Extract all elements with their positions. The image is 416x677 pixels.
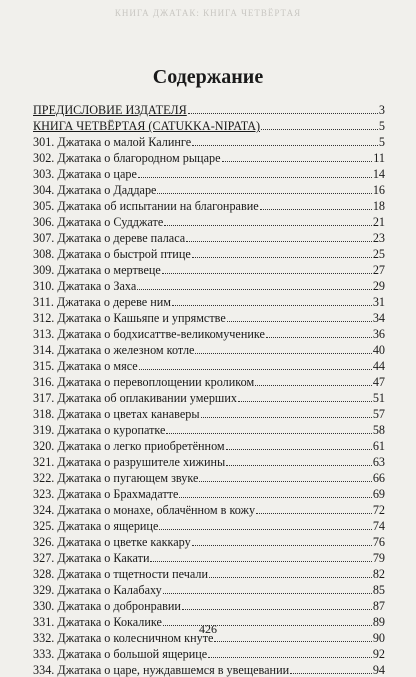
page-number: 426 [199, 622, 217, 636]
toc-leader-dots [214, 641, 371, 642]
toc-leader-dots [260, 209, 372, 210]
toc-entry-title: 324. Джатака о монахе, облачённом в кожу [33, 503, 256, 517]
toc-entry-title: 301. Джатака о малой Калинге [33, 135, 192, 149]
toc-entry-title: 323. Джатака о Брахмадатте [33, 487, 179, 501]
toc-leader-dots [192, 257, 372, 258]
toc-entry [33, 197, 385, 213]
toc-entry-page: 94 [372, 663, 385, 677]
toc-entry-title: 302. Джатака о благородном рыцаре [33, 151, 221, 165]
toc-entry [33, 133, 385, 149]
toc-entry [33, 581, 385, 597]
toc-leader-dots [195, 353, 371, 354]
toc-entry-title: 313. Джатака о бодхисаттве-великомученике [33, 327, 265, 341]
toc-entry [33, 533, 385, 549]
toc-entry-title: 310. Джатака о Заха [33, 279, 137, 293]
toc-entry-title: ПРЕДИСЛОВИЕ ИЗДАТЕЛЯ [33, 103, 187, 117]
toc-entry [33, 485, 385, 501]
table-of-contents [33, 101, 385, 677]
toc-leader-dots [290, 673, 372, 674]
toc-entry [33, 421, 385, 437]
toc-leader-dots [255, 385, 372, 386]
toc-leader-dots [192, 545, 372, 546]
toc-leader-dots [179, 497, 371, 498]
toc-leader-dots [159, 529, 371, 530]
toc-leader-dots [226, 449, 372, 450]
toc-entry-page: 44 [372, 359, 385, 373]
toc-entry-page: 3 [378, 103, 385, 117]
toc-entry [33, 277, 385, 293]
toc-entry [33, 405, 385, 421]
toc-entry [33, 213, 385, 229]
toc-entry [33, 341, 385, 357]
toc-entry [33, 229, 385, 245]
toc-leader-dots [266, 337, 372, 338]
toc-entry [33, 117, 385, 133]
toc-entry-title: 332. Джатака о колесничном кнуте [33, 631, 214, 645]
toc-entry-title: 321. Джатака о разрушителе хижины [33, 455, 226, 469]
toc-entry [33, 309, 385, 325]
toc-entry-title: 326. Джатака о цветке каккару [33, 535, 191, 549]
toc-entry-page: 27 [372, 263, 385, 277]
toc-leader-dots [137, 289, 372, 290]
toc-leader-dots [201, 417, 372, 418]
toc-entry-title: 316. Джатака о перевоплощении кроликом [33, 375, 255, 389]
toc-leader-dots [150, 561, 371, 562]
toc-entry-title: 306. Джатака о Судджате [33, 215, 164, 229]
toc-entry-page: 61 [372, 439, 385, 453]
running-head: КНИГА ДЖАТАК: КНИГА ЧЕТВЁРТАЯ [114, 8, 302, 18]
toc-entry-title: 312. Джатака о Кашьяпе и упрямстве [33, 311, 226, 325]
toc-entry-title: 327. Джатака о Какати [33, 551, 150, 565]
toc-entry-page: 63 [372, 455, 385, 469]
toc-leader-dots [157, 193, 371, 194]
toc-entry-title: 325. Джатака о ящерице [33, 519, 159, 533]
toc-entry-title: 320. Джатака о легко приобретённом [33, 439, 225, 453]
toc-leader-dots [186, 241, 372, 242]
toc-entry-title: 307. Джатака о дереве паласа [33, 231, 186, 245]
toc-leader-dots [227, 321, 372, 322]
toc-entry-page: 23 [372, 231, 385, 245]
toc-entry-title: 308. Джатака о быстрой птице [33, 247, 191, 261]
toc-leader-dots [222, 161, 373, 162]
toc-entry [33, 565, 385, 581]
toc-entry-title: 315. Джатака о мясе [33, 359, 138, 373]
toc-entry-title: 311. Джатака о дереве ним [33, 295, 171, 309]
toc-entry-page: 47 [372, 375, 385, 389]
toc-leader-dots [256, 513, 372, 514]
toc-entry-page: 29 [372, 279, 385, 293]
toc-entry-page: 5 [378, 135, 385, 149]
toc-entry-page: 90 [372, 631, 385, 645]
toc-leader-dots [138, 177, 372, 178]
toc-entry-page: 40 [372, 343, 385, 357]
toc-leader-dots [182, 609, 372, 610]
toc-entry [33, 101, 385, 117]
toc-entry [33, 469, 385, 485]
toc-entry-page: 92 [372, 647, 385, 661]
toc-entry [33, 261, 385, 277]
toc-entry-page: 87 [372, 599, 385, 613]
toc-entry-page: 82 [372, 567, 385, 581]
toc-entry-title: 318. Джатака о цветах канаверы [33, 407, 200, 421]
toc-entry-title: 322. Джатака о пугающем звуке [33, 471, 199, 485]
toc-entry [33, 549, 385, 565]
toc-entry-title: 314. Джатака о железном котле [33, 343, 195, 357]
toc-leader-dots [226, 465, 372, 466]
toc-entry-title: 309. Джатака о мертвеце [33, 263, 161, 277]
toc-entry-title: 333. Джатака о большой ящерице [33, 647, 208, 661]
toc-entry-page: 57 [372, 407, 385, 421]
toc-entry [33, 661, 385, 677]
toc-entry [33, 389, 385, 405]
toc-entry-page: 36 [372, 327, 385, 341]
toc-entry-title: 328. Джатака о тщетности печали [33, 567, 208, 581]
toc-entry-title: 331. Джатака о Кокалике [33, 615, 162, 629]
toc-entry [33, 453, 385, 469]
toc-entry [33, 165, 385, 181]
toc-leader-dots [199, 481, 371, 482]
toc-entry [33, 293, 385, 309]
toc-entry [33, 373, 385, 389]
toc-entry-page: 21 [372, 215, 385, 229]
page-title: Содержание [152, 66, 264, 88]
toc-entry-page: 31 [372, 295, 385, 309]
toc-entry-page: 85 [372, 583, 385, 597]
toc-entry-page: 18 [372, 199, 385, 213]
toc-entry-page: 69 [372, 487, 385, 501]
toc-entry [33, 181, 385, 197]
toc-leader-dots [192, 145, 378, 146]
toc-entry-page: 14 [372, 167, 385, 181]
toc-entry [33, 325, 385, 341]
toc-leader-dots [163, 593, 372, 594]
toc-entry [33, 245, 385, 261]
toc-leader-dots [188, 113, 378, 114]
toc-entry-page: 58 [372, 423, 385, 437]
toc-entry [33, 645, 385, 661]
toc-entry-page: 74 [372, 519, 385, 533]
toc-entry-title: 305. Джатака об испытании на благонравие [33, 199, 259, 213]
toc-entry-title: 317. Джатака об оплакивании умерших [33, 391, 237, 405]
toc-entry-title: 329. Джатака о Калабаху [33, 583, 162, 597]
toc-entry [33, 437, 385, 453]
toc-leader-dots [208, 657, 372, 658]
toc-entry-page: 11 [373, 151, 385, 165]
toc-entry-page: 72 [372, 503, 385, 517]
toc-entry [33, 357, 385, 373]
toc-entry-title: 319. Джатака о куропатке [33, 423, 166, 437]
toc-entry-page: 34 [372, 311, 385, 325]
toc-leader-dots [166, 433, 371, 434]
toc-entry-page: 5 [378, 119, 385, 133]
toc-entry-page: 76 [372, 535, 385, 549]
toc-leader-dots [164, 225, 372, 226]
toc-entry-title: 330. Джатака о добронравии [33, 599, 181, 613]
toc-entry-page: 25 [372, 247, 385, 261]
toc-leader-dots [162, 273, 372, 274]
toc-entry-page: 89 [372, 615, 385, 629]
toc-leader-dots [238, 401, 372, 402]
toc-entry [33, 501, 385, 517]
toc-entry [33, 149, 385, 165]
toc-leader-dots [209, 577, 372, 578]
toc-entry-title: 303. Джатака о царе [33, 167, 137, 181]
toc-entry-page: 51 [372, 391, 385, 405]
toc-entry-page: 16 [372, 183, 385, 197]
toc-leader-dots [139, 369, 372, 370]
toc-entry [33, 597, 385, 613]
toc-leader-dots [261, 129, 378, 130]
toc-entry-title: 304. Джатака о Даддаре [33, 183, 157, 197]
toc-entry-page: 66 [372, 471, 385, 485]
toc-entry-title: КНИГА ЧЕТВЁРТАЯ (CATUKKA-NIPATA) [33, 119, 261, 133]
toc-entry-page: 79 [372, 551, 385, 565]
toc-leader-dots [172, 305, 372, 306]
toc-entry-title: 334. Джатака о царе, нуждавшемся в увещевании [33, 663, 290, 677]
toc-entry [33, 517, 385, 533]
